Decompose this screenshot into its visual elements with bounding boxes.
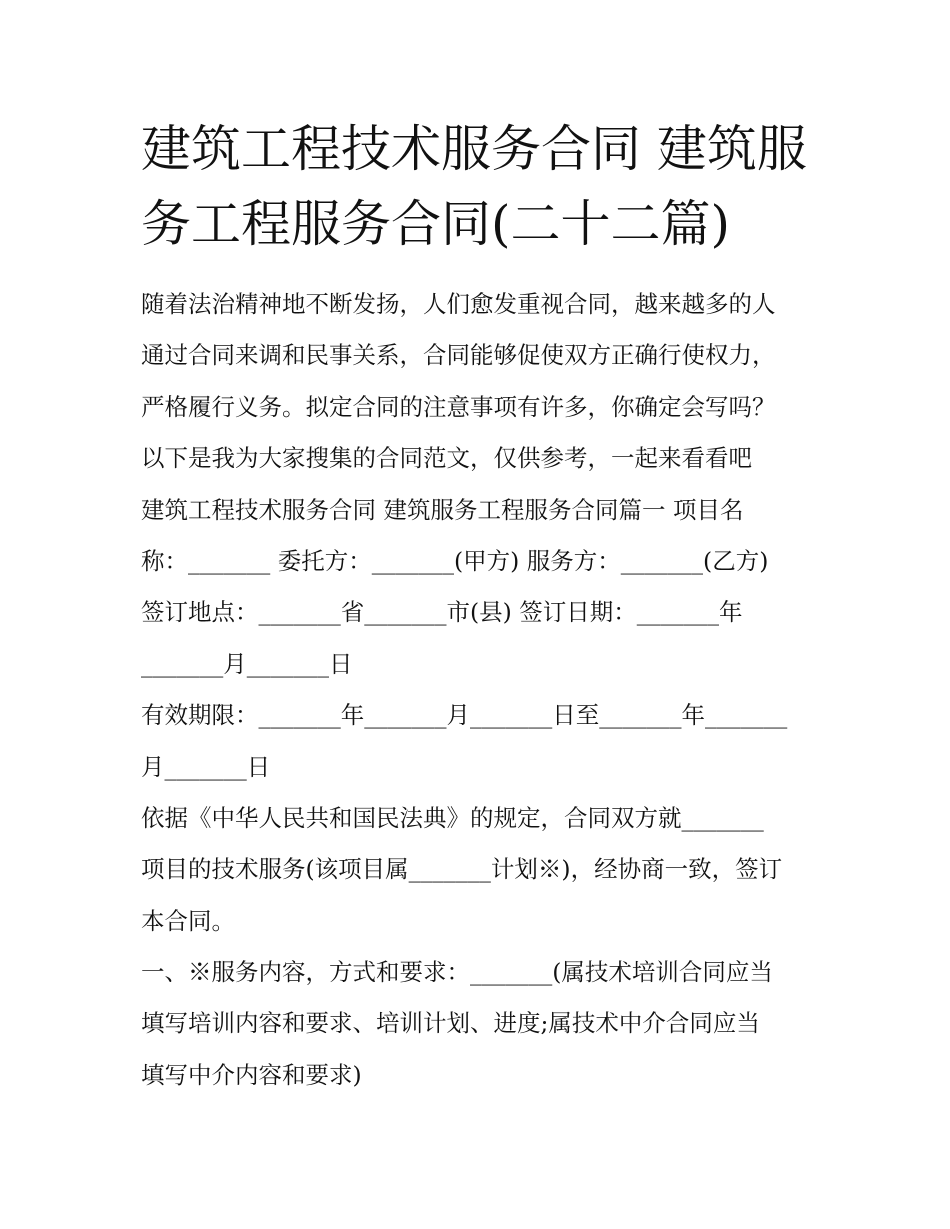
body-line: 项目的技术服务(该项目属_______计划※)，经协商一致，签订 (141, 855, 783, 884)
title-line: 建筑工程技术服务合同 建筑服 (141, 120, 807, 178)
body-line: 建筑工程技术服务合同 建筑服务工程服务合同篇一 项目名 (141, 495, 744, 524)
body-line: 填写中介内容和要求) (141, 1060, 362, 1089)
document-body (141, 279, 831, 1101)
body-line: 严格履行义务。拟定合同的注意事项有许多，你确定会写吗？ (141, 392, 776, 421)
body-line: 一、※服务内容，方式和要求：_______(属技术培训合同应当 (141, 958, 773, 987)
body-line: 以下是我为大家搜集的合同范文，仅供参考，一起来看看吧 (141, 444, 752, 473)
body-line: 本合同。 (141, 906, 235, 935)
body-line: _______月_______日 (141, 649, 353, 678)
body-line: 月_______日 (141, 752, 271, 781)
body-line: 通过合同来调和民事关系，合同能够促使双方正确行使权力， (141, 341, 776, 370)
title-line: 务工程服务合同(二十二篇) (141, 195, 731, 253)
body-line: 签订地点：_______省_______市(县) 签订日期：_______年 (141, 598, 743, 627)
body-line: 称：_______ 委托方：_______(甲方) 服务方：_______(乙方) (141, 546, 769, 575)
body-line: 依据《中华人民共和国民法典》的规定，合同双方就_______ (141, 803, 764, 832)
body-line: 有效期限：_______年_______月_______日至_______年_______ (141, 701, 788, 730)
body-line: 填写培训内容和要求、培训计划、进度;属技术中介合同应当 (141, 1009, 760, 1038)
document-title (141, 112, 831, 262)
body-line: 随着法治精神地不断发扬，人们愈发重视合同，越来越多的人 (141, 290, 776, 318)
